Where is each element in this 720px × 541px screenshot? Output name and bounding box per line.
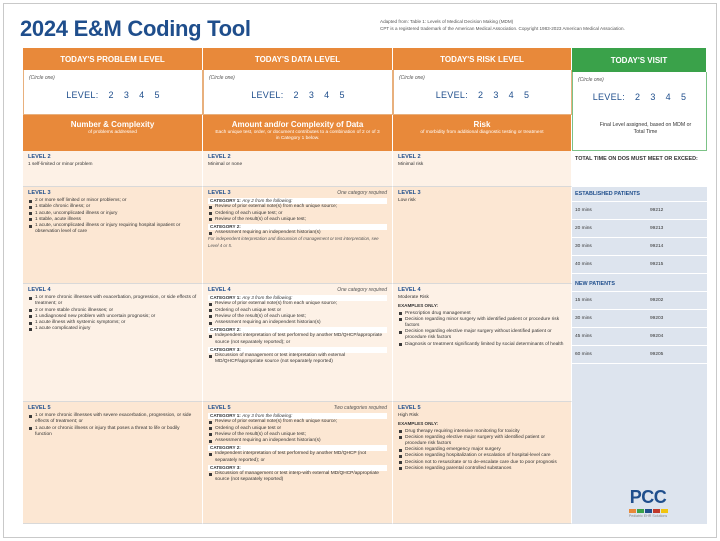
level-option[interactable]: 3 [650,92,656,102]
title-main: E&M Coding Tool [73,16,251,41]
criteria-item: 1 undiagnosed new problem with uncertain prognosis; or [28,314,197,320]
criteria-item: Decision regarding elective major surgery with identified patient or procedure risk factors [398,435,566,447]
logo-color-bar [629,509,636,513]
time-cell: 15 mins [575,298,592,303]
problem-level-2 [23,151,203,187]
requirement-note: Two categories required [333,405,387,411]
credits [380,18,710,32]
column-title: Risk [473,120,491,129]
table-row [572,220,707,238]
new-patients-label: NEW PATIENTS [572,277,707,292]
criteria-item: Review of prior external note(s) from each unique source; [208,204,387,210]
level-title: LEVEL 4 [28,287,51,293]
level-option[interactable]: 5 [339,90,345,100]
criteria-note: For independent interpretation and discussion of management or test interpretation, see Level 4 or 5. [208,236,379,248]
logo-tagline: Pediatric EHR Solutions [628,514,668,518]
criteria-item: Ordering of each unique test; or [208,211,387,217]
column-data-header [203,115,393,151]
level-option[interactable]: 4 [324,90,330,100]
criteria-text: Low risk [398,198,416,204]
criteria-item: Review of the result(s) of each unique test; [208,314,387,320]
level-option[interactable]: 4 [665,92,671,102]
level-title: LEVEL 4 [208,287,231,293]
visit-note: Final Level assigned, based on MDM or Total Time [599,122,692,135]
risk-level-5 [393,402,572,524]
criteria-item: Decision regarding hospitalization or escalation of hospital-level care [398,453,566,459]
criteria-item: 1 acute illness with systemic symptoms; or [28,320,197,326]
criteria-item: Decision not to resuscitate or to de-escalate care due to poor prognosis [398,460,566,466]
code-cell: 99212 [650,208,664,213]
time-cell: 30 mins [575,316,592,321]
column-subtitle: of morbidity from additional diagnostic testing or treatment [420,130,544,135]
level-option[interactable]: 5 [680,92,687,102]
category-instruction: Any 2 from the following: [242,198,293,204]
category-label: CATEGORY 3: [208,347,387,353]
header-todays-visit: TODAY'S VISIT [572,48,707,72]
criteria-item: 1 acute, uncomplicated illness or injury requiring hospital inpatient or observation level of care [28,223,197,235]
code-cell: 99205 [650,352,664,357]
criteria-item: Ordering of each unique test or [208,308,387,314]
criteria-item: Decision regarding emergency major surgery [398,447,566,453]
data-level-select[interactable] [203,70,393,115]
criteria-item: Independent interpretation of test performed by another MD/QHCP (not separately reported); or [208,451,387,463]
table-row [572,202,707,220]
criteria-item: Decision regarding elective major surgery without identified patient or procedure risk factors [398,329,566,341]
time-cell: 40 mins [575,262,592,267]
level-option[interactable]: 3 [123,90,130,100]
code-cell: 99215 [650,262,664,267]
table-row [572,328,707,346]
level-option[interactable]: 5 [154,90,160,100]
criteria-text: 1 self-limited or minor problem [28,162,93,168]
level-title: LEVEL 3 [28,190,51,196]
criteria-item: Assessment requiring an independent historian(s) [208,230,387,236]
data-level-2 [203,151,393,187]
coding-tool-sheet [3,3,717,538]
category-instruction: Any 3 from the following: [242,295,293,301]
criteria-item: Review of the result(s) of each unique test; [208,217,387,223]
criteria-item: Drug therapy requiring intensive monitoring for toxicity [398,429,566,435]
criteria-item: Review of prior external note(s) from each unique source; [208,301,387,307]
requirement-note: One category required [337,287,387,293]
table-row [572,346,707,364]
category-instruction: Any 3 from the following: [242,413,293,419]
level-title: LEVEL 2 [28,154,51,160]
criteria-text: Minimal risk [398,162,424,168]
criteria-item: Assessment requiring an independent historian(s) [208,320,387,326]
criteria-text: Minimal or none [208,162,243,168]
column-subtitle: Each unique test, order, or document contributes to a combination of 2 or of 3 in Category 1 below. [215,130,380,141]
circle-one-hint: (Circle one) [399,75,425,81]
level-title: LEVEL 5 [398,405,421,411]
category-label: CATEGORY 2: [208,445,387,451]
header-risk-level: TODAY'S RISK LEVEL [393,48,572,70]
level-title: LEVEL 3 [208,190,231,196]
criteria-item: 2 or more stable chronic illnesses; or [28,308,197,314]
category-label: CATEGORY 2: [208,327,387,333]
level-option[interactable]: 2 [478,90,484,100]
total-time-label: TOTAL TIME ON DOS MUST MEET OR EXCEED: [572,151,707,187]
level-option[interactable]: 2 [635,92,641,102]
column-risk-header [393,115,572,151]
logo-color-bars [618,509,678,513]
table-row [572,238,707,256]
level-title: LEVEL 2 [398,154,421,160]
header-data-level: TODAY'S DATA LEVEL [203,48,393,70]
header-problem-level: TODAY'S PROBLEM LEVEL [23,48,203,70]
criteria-item: Discussion of management or test interp-with external MD/QHCP/appropriate source (not separately reported) [208,471,387,483]
logo-word: PCC [629,487,667,507]
criteria-item: 1 stable chronic illness; or [28,204,197,210]
title-year: 2024 [20,16,68,41]
level-title: LEVEL 5 [208,405,231,411]
time-cell: 60 mins [575,352,592,357]
risk-level-4 [393,284,572,402]
table-row [572,256,707,274]
level-title: LEVEL 3 [398,190,421,196]
level-option[interactable]: 5 [523,90,530,100]
visit-level-select[interactable] [572,72,707,151]
table-row [572,310,707,328]
category-name: CATEGORY 1: [210,198,241,204]
criteria-item: 1 or more chronic illnesses with exacerbation, progression, or side effects of treatment; or [28,295,197,307]
problem-level-3 [23,187,203,284]
level-option[interactable]: 3 [308,90,315,100]
level-option[interactable]: 2 [108,90,114,100]
time-cell: 10 mins [575,208,592,213]
criteria-text: High Risk [398,413,419,419]
criteria-item: Ordering of each unique test or [208,426,387,432]
credit-line: CPT is a registered trademark of the American Medical Association. Copyright 1983-2023 American Medical Association. [380,26,625,31]
circle-one-hint: (Circle one) [578,77,604,83]
criteria-item: 1 stable, acute illness [28,217,197,223]
risk-level-select[interactable] [393,70,572,115]
data-level-3 [203,187,393,284]
category-label: CATEGORY 2: [208,224,387,230]
criteria-item: 1 acute, uncomplicated illness or injury [28,211,197,217]
code-cell: 99202 [650,298,664,303]
criteria-item: Discussion of management or test interpretation with external MD/QHCP/appropriate source (not separately reported) [208,353,387,365]
visit-time-panel [572,187,707,524]
category-label: CATEGORY 3: [208,465,387,471]
criteria-item: 1 or more chronic illnesses with severe exacerbation, progression, or side effects of treatment; or [28,413,197,425]
category-name: CATEGORY 1: [210,295,241,301]
level-option[interactable]: 4 [139,90,145,100]
level-title: LEVEL 4 [398,287,421,293]
level-label: LEVEL: [592,92,626,102]
criteria-item: Review of the result(s) of each unique test; [208,432,387,438]
code-cell: 99214 [650,244,664,249]
problem-level-4 [23,284,203,402]
criteria-item: 1 acute or chronic illness or injury that poses a threat to life or bodily function [28,426,197,438]
level-label: LEVEL: [435,90,469,100]
category-name: CATEGORY 1: [210,413,241,419]
column-subtitle: of problems addressed [88,130,137,135]
data-level-4 [203,284,393,402]
criteria-item: Decision regarding parental controlled substances [398,466,566,472]
risk-level-2 [393,151,572,187]
problem-level-select[interactable] [23,70,203,115]
column-title: Number & Complexity [70,120,155,129]
time-cell: 45 mins [575,334,592,339]
level-label: LEVEL: [66,90,99,100]
credit-line: Adapted from: Table 1: Levels of Medical Decision Making (MDM) [380,19,514,24]
column-problem-header [23,115,203,151]
data-level-5 [203,402,393,524]
criteria-item: Prescription drug management [398,311,566,317]
level-title: LEVEL 5 [28,405,51,411]
column-title: Amount and/or Complexity of Data [231,120,364,129]
criteria-item: 1 acute complicated injury [28,326,197,332]
logo-color-bar [661,509,668,513]
code-cell: 99204 [650,334,664,339]
circle-one-hint: (Circle one) [209,75,235,81]
table-row [572,292,707,310]
logo-color-bar [645,509,652,513]
requirement-note: One category required [337,190,387,196]
criteria-item: Decision regarding minor surgery with identified patient or procedure risk factors [398,317,566,329]
circle-one-hint: (Circle one) [29,75,55,81]
logo-color-bar [653,509,660,513]
coding-grid [23,48,707,524]
time-cell: 20 mins [575,226,592,231]
code-cell: 99213 [650,226,664,231]
criteria-item: Review of prior external note(s) from each unique source; [208,419,387,425]
time-cell: 30 mins [575,244,592,249]
established-patients-label: ESTABLISHED PATIENTS [572,187,707,202]
risk-level-3 [393,187,572,284]
criteria-item: Diagnosis or treatment significantly limited by social determinants of health [398,342,566,348]
pcc-logo [618,487,678,518]
level-option[interactable]: 2 [293,90,299,100]
level-option[interactable]: 4 [508,90,514,100]
page-title [20,16,251,42]
criteria-item: Independent interpretation of test performed by another MD/QHCP/appropriate source (not separately reported); or [208,333,387,345]
logo-color-bar [637,509,644,513]
criteria-item: 2 or more self limited or minor problems; or [28,198,197,204]
examples-label: EXAMPLES ONLY: [398,421,439,427]
examples-label: EXAMPLES ONLY: [398,303,439,309]
code-cell: 99203 [650,316,664,321]
criteria-text: Moderate Risk [398,295,429,301]
criteria-item: Assessment requiring an independent historian(s) [208,438,387,444]
level-label: LEVEL: [251,90,284,100]
problem-level-5 [23,402,203,524]
level-option[interactable]: 3 [493,90,499,100]
level-title: LEVEL 2 [208,154,231,160]
